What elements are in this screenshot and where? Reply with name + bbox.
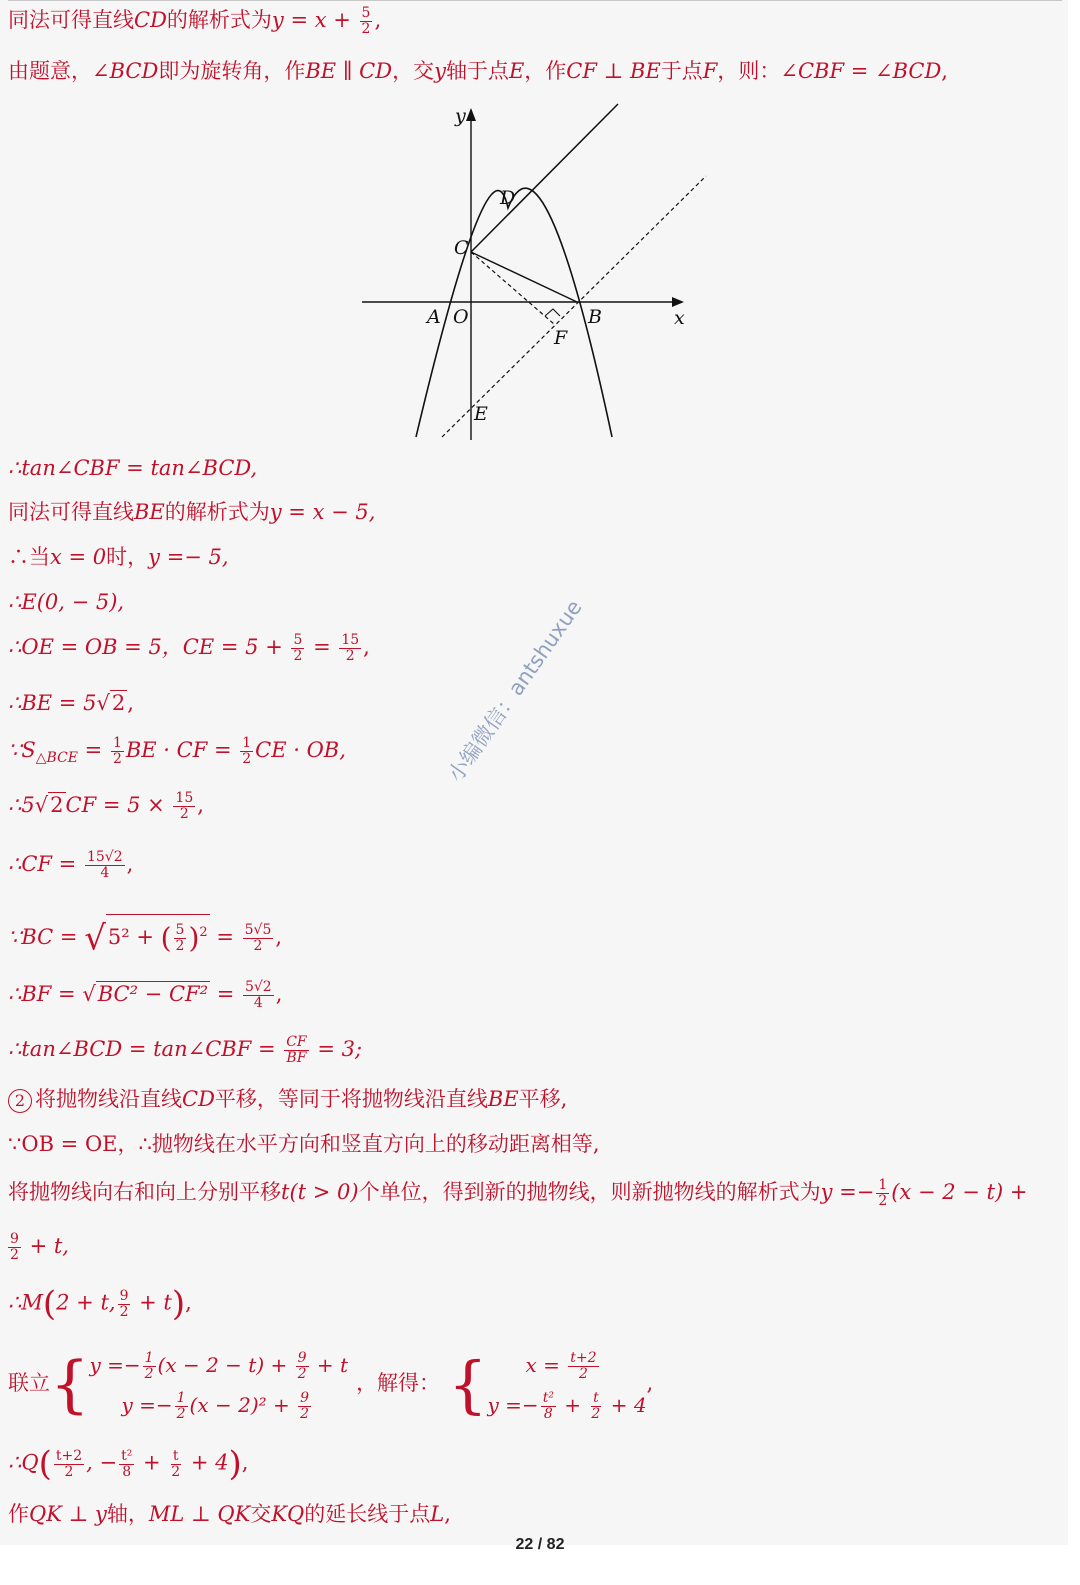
- line-2: 由题意，∠BCD即为旋转角，作BE ∥ CD，交y轴于点E，作CF ⊥ BE于点F，则：∠CBF = ∠BCD,: [8, 59, 948, 83]
- line-14: ∴tan∠BCD = tan∠CBF = $\frac{CF}{BF}$ = 3;: [8, 1034, 363, 1066]
- line-1: 同法可得直线CD的解析式为y = x + $\frac{5}{2}$ ,: [8, 5, 382, 37]
- label-c: C: [454, 237, 469, 259]
- line-20: 联立{ y =− $\frac{1}{2}$ (x − 2 − t) + $\frac{9}{2}$ + t y =− $\frac{1}{2}$ (x − 2)² + $\frac{9}{2}$ ，解得： { x = $\frac{t+2}{2}$ y =− $\frac{\text{t²}}{8}$ + $\frac{t}{2}$ + 4 ,: [8, 1338, 653, 1428]
- x-axis-arrow: [672, 297, 684, 307]
- right-angle-mark: [545, 309, 560, 316]
- line-be: [442, 176, 706, 437]
- line-11: ∴CF = $\frac{15√2}{4}$ ,: [8, 849, 134, 881]
- line-12: ∵BC = √5² + ( $\frac{5}{2}$ )$^2$ = $\frac{5√5}{2}$ ,: [8, 914, 282, 956]
- watermark: 小编微信：antshuxue: [443, 595, 587, 787]
- line-9: $\because S_{\triangle BCE}$ = $\frac{1}{2}$ BE · CF = $\frac{1}{2}$ CE · OB,: [8, 735, 346, 767]
- segment-cb: [471, 252, 577, 302]
- line-6: ∴E(0, − 5),: [8, 590, 125, 614]
- geometry-figure: [350, 100, 710, 445]
- top-rule: [8, 0, 1062, 1]
- system-right: x = $\frac{t+2}{2}$ y =− $\frac{\text{t²}}{8}$ + $\frac{t}{2}$ + 4: [487, 1349, 647, 1422]
- line-15: 2 将抛物线沿直线CD平移，等同于将抛物线沿直线BE平移,: [8, 1085, 567, 1113]
- line-3: ∴tan∠CBF = tan∠BCD,: [8, 456, 258, 480]
- y-axis-arrow: [466, 108, 476, 121]
- line-7: ∴OE = OB = 5，CE = 5 + $\frac{5}{2}$ = $\frac{15}{2}$ ,: [8, 632, 370, 664]
- segment-cf: [471, 252, 554, 324]
- line-16: ∵OB = OE，∴抛物线在水平方向和竖直方向上的移动距离相等,: [8, 1132, 600, 1156]
- system-left: y =− $\frac{1}{2}$ (x − 2 − t) + $\frac{9}{2}$ + t y =− $\frac{1}{2}$ (x − 2)² + $\frac{9}{2}$: [89, 1349, 349, 1422]
- label-b: B: [588, 306, 602, 328]
- line-8: ∴BE = 5√2,: [8, 691, 134, 715]
- line-10: ∴5√2CF = 5 × $\frac{15}{2}$ ,: [8, 790, 204, 822]
- line-21: ∴Q( $\frac{t+2}{2}$ , − $\frac{\text{t²}}{8}$ + $\frac{t}{2}$ + 4),: [8, 1444, 249, 1484]
- label-o: O: [453, 306, 469, 328]
- line-22: 作QK ⊥ y轴，ML ⊥ QK交KQ的延长线于点L,: [8, 1502, 451, 1526]
- label-d: D: [500, 187, 516, 209]
- parabola: [416, 188, 612, 437]
- label-e: E: [474, 403, 488, 425]
- fraction: $\frac{5}{2}$: [361, 5, 371, 37]
- line-13: ∴BF = √BC² − CF² = $\frac{5√2}{4}$ ,: [8, 979, 283, 1011]
- label-a: A: [427, 306, 441, 328]
- line-cd: [471, 104, 618, 252]
- line-4: 同法可得直线BE的解析式为y = x − 5,: [8, 500, 376, 524]
- label-y: y: [455, 105, 466, 127]
- line-18: $\frac{9}{2}$ + t,: [10, 1231, 69, 1263]
- label-x: x: [674, 307, 685, 329]
- line-19: ∴M(2 + t, $\frac{9}{2}$ + t),: [8, 1284, 192, 1324]
- line-17: 将抛物线向右和向上分别平移t(t > 0)个单位，得到新的抛物线，则新抛物线的解析式为y =− $\frac{1}{2}$ (x − 2 − t) +: [8, 1177, 1028, 1209]
- page-number: 22 / 82: [515, 1536, 565, 1553]
- line-5: ∴当x = 0时，y =− 5,: [8, 545, 229, 569]
- label-f: F: [554, 327, 568, 349]
